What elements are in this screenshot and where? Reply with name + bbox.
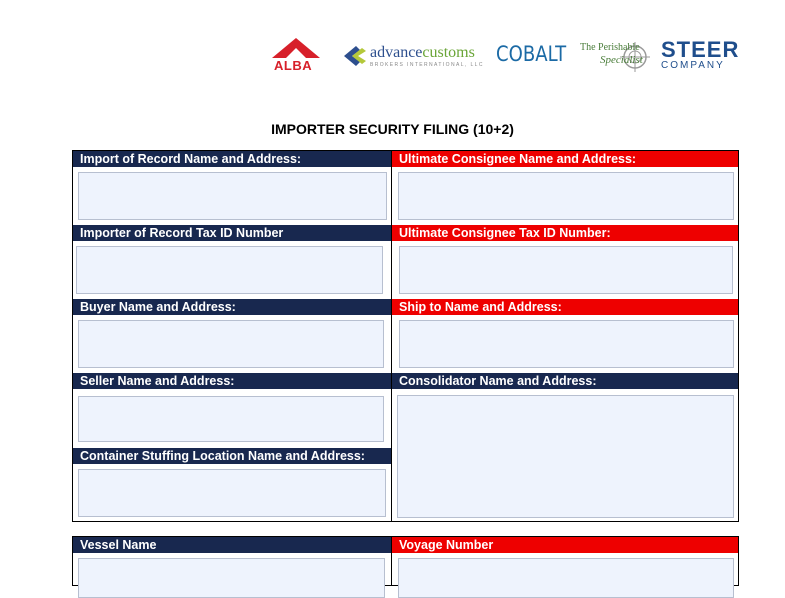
left-column <box>73 151 391 521</box>
cobalt-logo: COBALT <box>496 42 567 66</box>
importer-tax-id-field[interactable] <box>76 246 383 294</box>
steer-logo <box>661 39 739 71</box>
right-column <box>391 151 738 521</box>
vessel-name-header: Vessel Name <box>73 537 391 553</box>
alba-logo <box>268 36 328 72</box>
importer-record-header: Import of Record Name and Address: <box>73 151 391 167</box>
perishable-logo-text-b: Specialist <box>600 54 643 66</box>
perishable-specialist-logo <box>580 40 655 74</box>
buyer-header: Buyer Name and Address: <box>73 299 391 315</box>
importer-tax-id-header: Importer of Record Tax ID Number <box>73 225 391 241</box>
ship-to-header: Ship to Name and Address: <box>392 299 738 315</box>
steer-logo-subtext: COMPANY <box>661 60 725 71</box>
voyage-number-field[interactable] <box>398 558 734 598</box>
ultimate-consignee-tax-id-field[interactable] <box>399 246 733 294</box>
vessel-voyage-grid <box>72 536 739 586</box>
advance-logo-text <box>370 44 475 62</box>
advance-chevron-icon <box>340 42 370 70</box>
buyer-field[interactable] <box>78 320 384 368</box>
container-stuffing-field[interactable] <box>78 469 386 517</box>
vessel-name-field[interactable] <box>78 558 385 598</box>
ultimate-consignee-field[interactable] <box>398 172 734 220</box>
consolidator-header: Consolidator Name and Address: <box>392 373 738 389</box>
perishable-logo-text-a: The Perishable <box>580 42 640 53</box>
seller-field[interactable] <box>78 396 384 442</box>
form-title: IMPORTER SECURITY FILING (10+2) <box>271 121 514 137</box>
ship-to-field[interactable] <box>399 320 734 368</box>
ultimate-consignee-header: Ultimate Consignee Name and Address: <box>392 151 738 167</box>
vessel-column <box>73 537 391 585</box>
advance-customs-logo <box>340 42 488 72</box>
seller-header: Seller Name and Address: <box>73 373 391 389</box>
partner-logos <box>268 36 738 76</box>
alba-logo-text: ALBA <box>274 58 313 73</box>
consolidator-field[interactable] <box>397 395 734 518</box>
container-stuffing-header: Container Stuffing Location Name and Address: <box>73 448 391 464</box>
advance-logo-word-b: customs <box>422 44 475 61</box>
voyage-number-header: Voyage Number <box>392 537 738 553</box>
advance-logo-subtext: BROKERS INTERNATIONAL, LLC <box>370 62 484 68</box>
voyage-column <box>391 537 738 585</box>
importer-record-field[interactable] <box>78 172 387 220</box>
steer-logo-text: STEER <box>661 37 740 62</box>
ultimate-consignee-tax-id-header: Ultimate Consignee Tax ID Number: <box>392 225 738 241</box>
isf-form-grid <box>72 150 739 522</box>
advance-logo-word-a: advance <box>370 44 423 61</box>
alba-triangle-icon <box>268 36 328 60</box>
